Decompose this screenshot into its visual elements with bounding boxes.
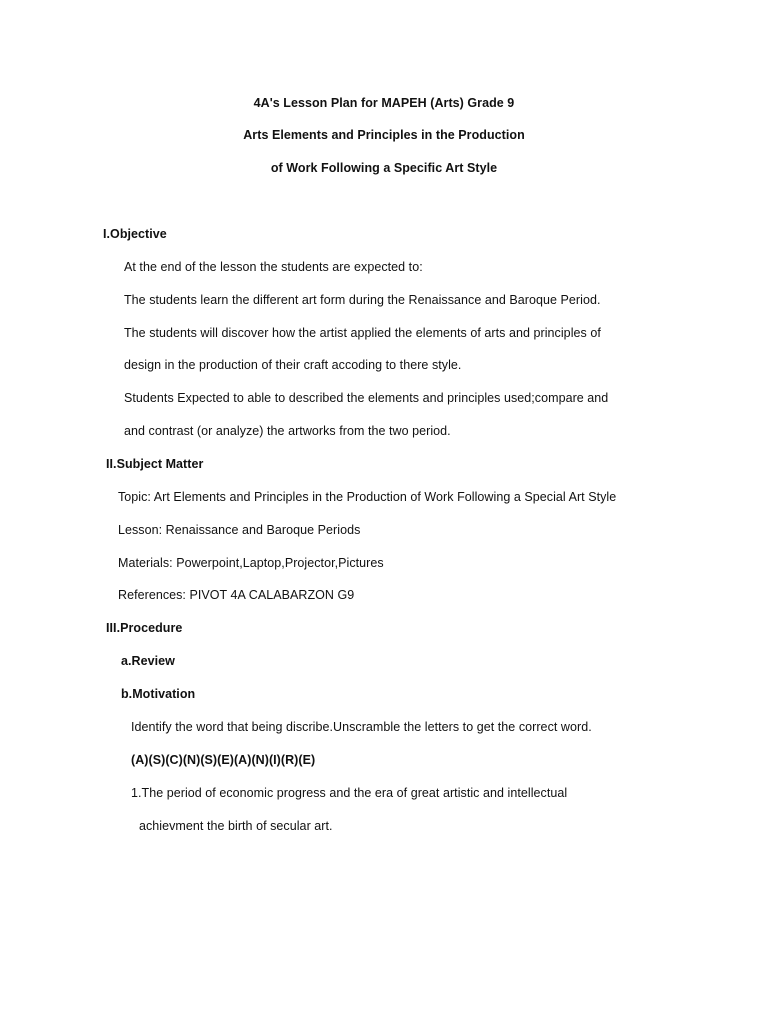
subject-matter-references: References: PIVOT 4A CALABARZON G9 (118, 588, 355, 602)
objective-item-1: The students learn the different art form during the Renaissance and Baroque Period. (124, 293, 601, 307)
document-title: 4A's Lesson Plan for MAPEH (Arts) Grade 9 (253, 96, 515, 110)
procedure-review: a.Review (121, 654, 175, 668)
objective-intro: At the end of the lesson the students are expected to: (124, 260, 423, 274)
document-subtitle-line2: of Work Following a Specific Art Style (270, 161, 498, 175)
document-subtitle-line1: Arts Elements and Principles in the Production (243, 128, 525, 142)
subject-matter-materials: Materials: Powerpoint,Laptop,Projector,Pictures (118, 556, 384, 570)
subject-matter-topic: Topic: Art Elements and Principles in the Production of Work Following a Special Art Style (118, 490, 617, 504)
question-1-line2: achievment the birth of secular art. (139, 819, 333, 833)
subject-matter-lesson: Lesson: Renaissance and Baroque Periods (118, 523, 361, 537)
objective-heading: I.Objective (103, 227, 167, 241)
objective-item-3-line2: and contrast (or analyze) the artworks from the two period. (124, 424, 451, 438)
subject-matter-heading: II.Subject Matter (106, 457, 204, 471)
objective-item-2-line2: design in the production of their craft accoding to there style. (124, 358, 462, 372)
scrambled-word: (A)(S)(C)(N)(S)(E)(A)(N)(I)(R)(E) (131, 753, 316, 767)
question-1-line1: 1.The period of economic progress and the era of great artistic and intellectual (131, 786, 568, 800)
objective-item-2-line1: The students will discover how the artist applied the elements of arts and principles of (124, 326, 601, 340)
motivation-instruction: Identify the word that being discribe.Unscramble the letters to get the correct word. (131, 720, 592, 734)
objective-item-3-line1: Students Expected to able to described the elements and principles used;compare and (124, 391, 609, 405)
procedure-motivation: b.Motivation (121, 687, 196, 701)
procedure-heading: III.Procedure (106, 621, 183, 635)
